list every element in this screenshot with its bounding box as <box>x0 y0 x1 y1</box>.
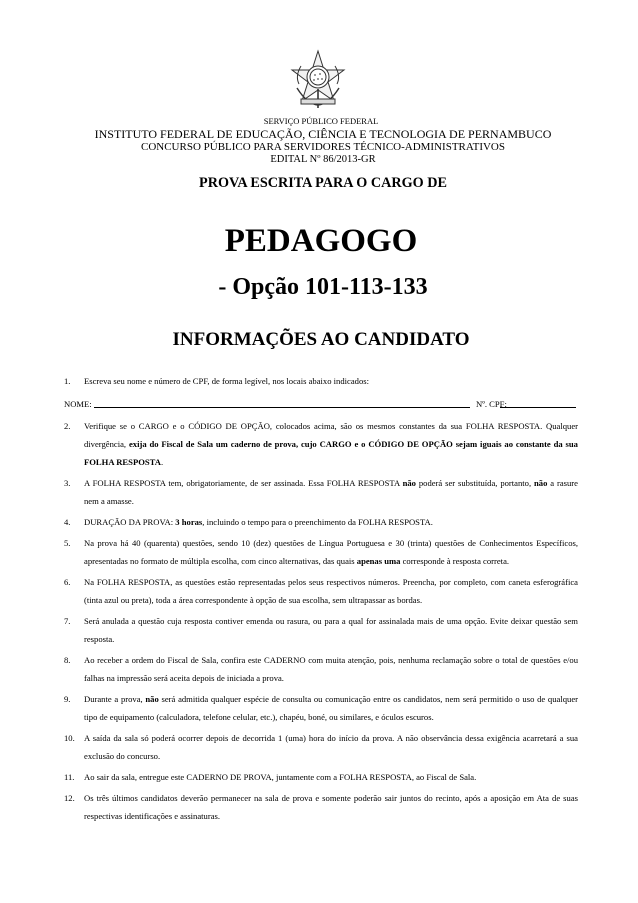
instruction-item <box>64 417 578 471</box>
header-service: SERVIÇO PÚBLICO FEDERAL <box>263 116 379 126</box>
header-institute: INSTITUTO FEDERAL DE EDUCAÇÃO, CIÊNCIA E TECNOLOGIA DE PERNAMBUCO <box>94 127 552 141</box>
item-text: Será anulada a questão cuja resposta contiver emenda ou rasura, ou para a qual for assinalada mais de uma opção. Evite deixar questão sem resposta. <box>84 616 578 644</box>
item-text-bold: 3 horas <box>175 517 203 527</box>
cpf-label: Nº. CPF: <box>476 399 507 409</box>
item-number: 2. <box>64 421 71 431</box>
item-number: 6. <box>64 577 71 587</box>
name-field[interactable] <box>94 407 470 408</box>
item-text: poderá ser substituída, portanto, <box>415 478 535 488</box>
info-heading: INFORMAÇÕES AO CANDIDATO <box>172 329 470 350</box>
item-text: A saída da sala só poderá ocorrer depois de decorrida 1 (uma) hora do início da prova. A não observância dessa exigência acarretará a sua exclusão do concurso. <box>84 733 578 761</box>
item-text: Durante a prova, <box>84 694 146 704</box>
item-text: . <box>160 457 164 467</box>
item-text: A FOLHA RESPOSTA tem, obrigatoriamente, de ser assinada. Essa FOLHA RESPOSTA <box>84 478 403 488</box>
item-number: 9. <box>64 694 71 704</box>
item-text: Na prova há 40 (quarenta) questões, sendo 10 (dez) questões de Língua Portuguesa e 30 (trinta) questões de Conhecimentos Específicos, apresentadas no formato de múltipla escolha, com cinco alternativas, das quais <box>84 538 578 566</box>
instructions-list <box>64 372 578 825</box>
item-text: Ao receber a ordem do Fiscal de Sala, confira este CADERNO com muita atenção, pois, nenhuma reclamação sobre o total de questões e/ou falhas na impressão será aceita depois de iniciada a prova. <box>84 655 578 683</box>
item-text: Na FOLHA RESPOSTA, as questões estão representadas pelos seus respectivos números. Preencha, por completo, com caneta esferográfica (tinta azul ou preta), toda a área correspondente à opção de sua escolha, sem ultrapassar as bordas. <box>84 577 578 605</box>
instruction-item <box>64 690 578 726</box>
option-code: - Opção 101-113-133 <box>218 274 428 300</box>
coat-of-arms-emblem <box>287 48 349 110</box>
header-contest: CONCURSO PÚBLICO PARA SERVIDORES TÉCNICO-ADMINISTRATIVOS <box>140 141 505 153</box>
instruction-item <box>64 573 578 609</box>
item-text: Os três últimos candidatos deverão permanecer na sala de prova e somente poderão sair juntos do recinto, após a aposição em Ata de suas respectivas identificações e assinaturas. <box>84 793 578 821</box>
instruction-item <box>64 513 578 531</box>
name-cpf-row <box>64 395 578 413</box>
instruction-item <box>64 612 578 648</box>
item-text: , incluindo o tempo para o preenchimento da FOLHA RESPOSTA. <box>202 517 433 527</box>
item-number: 7. <box>64 616 71 626</box>
item-number: 1. <box>64 376 71 386</box>
item-text-bold: exija do Fiscal de Sala um caderno de prova, cujo CARGO e o CÓDIGO DE OPÇÃO sejam iguais ao constante da sua FOLHA RESPOSTA <box>84 439 578 467</box>
exam-title: PROVA ESCRITA PARA O CARGO DE <box>199 175 447 191</box>
instruction-item <box>64 651 578 687</box>
item-number: 10. <box>64 733 75 743</box>
item-number: 12. <box>64 793 75 803</box>
item-text-bold: não <box>145 694 159 704</box>
item-number: 5. <box>64 538 71 548</box>
instruction-item <box>64 729 578 765</box>
item-text: corresponde à resposta correta. <box>400 556 510 566</box>
item-text-bold: apenas uma <box>356 556 401 566</box>
instruction-item <box>64 789 578 825</box>
item-number: 11. <box>64 772 75 782</box>
item-text: DURAÇÃO DA PROVA: <box>84 517 176 527</box>
item-text: Verifique se o CARGO e o CÓDIGO DE OPÇÃO, colocados acima, são os mesmos constantes da sua FOLHA RESPOSTA. Qualquer divergência, <box>84 421 578 449</box>
instruction-item <box>64 768 578 786</box>
header-edital: EDITAL Nº 86/2013-GR <box>270 154 376 165</box>
cpf-field[interactable] <box>500 407 576 408</box>
item-number: 4. <box>64 517 71 527</box>
item-text: Escreva seu nome e número de CPF, de forma legível, nos locais abaixo indicados: <box>84 376 369 386</box>
item-text-bold: não <box>534 478 548 488</box>
item-text: a rasure nem a amasse. <box>84 478 578 506</box>
name-label: NOME: <box>64 399 92 409</box>
instruction-item <box>64 534 578 570</box>
item-number: 8. <box>64 655 71 665</box>
position-title: PEDAGOGO <box>224 223 418 259</box>
item-text: Ao sair da sala, entregue este CADERNO DE PROVA, juntamente com a FOLHA RESPOSTA, ao Fiscal de Sala. <box>84 772 477 782</box>
item-text-bold: não <box>402 478 416 488</box>
item-text: será admitida qualquer espécie de consulta ou comunicação entre os candidatos, nem será permitido o uso de qualquer tipo de equipamento (calculadora, telefone celular, etc.), chapéu, boné, ou similares, e óculos escuros. <box>84 694 579 722</box>
instruction-item <box>64 372 578 390</box>
item-number: 3. <box>64 478 71 488</box>
instruction-item <box>64 474 578 510</box>
